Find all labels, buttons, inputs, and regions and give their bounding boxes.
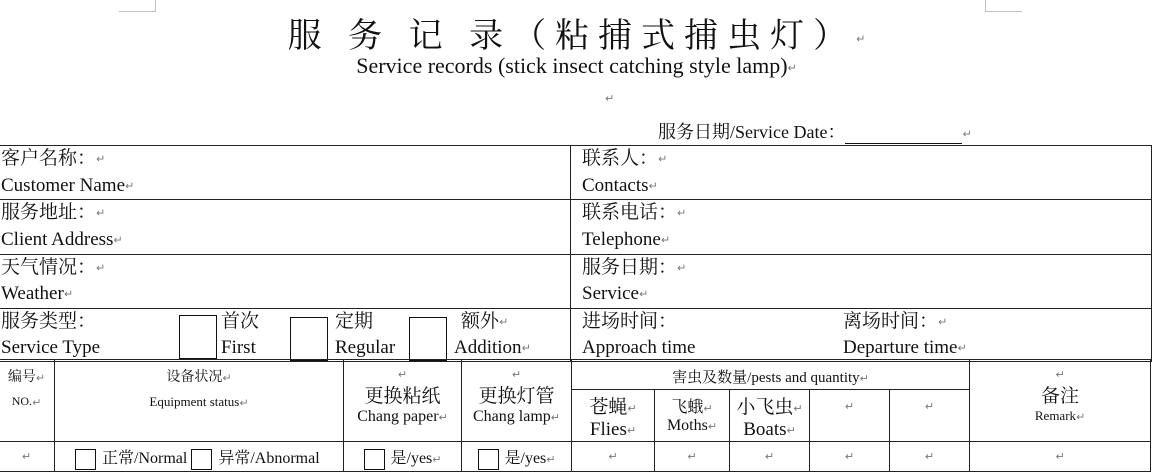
abnormal-checkbox[interactable]: [191, 449, 212, 470]
client-address-cell[interactable]: 服务地址：↵ Client Address↵: [0, 200, 571, 254]
telephone-cell[interactable]: 联系电话：↵ Telephone↵: [571, 200, 1152, 254]
cell-equipment-status: 正常/Normal 异常/Abnormal: [55, 442, 344, 472]
cell-blank-1[interactable]: ↵: [810, 442, 890, 472]
cell-change-lamp: 是/yes↵: [462, 442, 572, 472]
table-row: [0, 254, 1152, 308]
cell-blank-2[interactable]: ↵: [890, 442, 970, 472]
normal-checkbox[interactable]: [75, 449, 96, 470]
departure-label: 离场时间：: [843, 310, 939, 332]
header-change-paper: ↵ 更换粘纸 Chang paper↵: [344, 360, 462, 442]
header-boats: 小飞虫↵ Boats↵: [730, 390, 810, 442]
header-flies: 苍蝇↵ Flies↵: [572, 390, 655, 442]
cell-no[interactable]: ↵: [0, 442, 55, 472]
table-header-row: [0, 360, 1151, 390]
header-pests: 害虫及数量/pests and quantity↵: [572, 360, 970, 390]
header-equipment-status: 设备状况↵ Equipment status↵: [55, 360, 344, 442]
equipment-record-table: [0, 359, 1151, 472]
cell-remark[interactable]: ↵: [970, 442, 1151, 472]
table-row: [0, 200, 1152, 254]
service-date-label: 服务日期/Service Date：: [658, 122, 846, 142]
header-change-lamp: ↵ 更换灯管 Chang lamp↵: [462, 360, 572, 442]
header-moths: 飞蛾↵ Moths↵: [655, 390, 730, 442]
service-date-cell[interactable]: 服务日期：↵ Service↵: [571, 254, 1152, 308]
approach-label: 进场时间：: [582, 310, 678, 332]
regular-checkbox[interactable]: [290, 317, 328, 361]
customer-info-table: [0, 145, 1152, 362]
lamp-yes-checkbox[interactable]: [478, 449, 499, 470]
cell-change-paper: 是/yes↵: [344, 442, 462, 472]
service-type-cell: 服务类型： Service Type 首次 First 定期 Regular 额外↵ Addition↵: [0, 308, 571, 361]
table-row: [0, 442, 1151, 472]
header-blank-1: ↵: [810, 390, 890, 442]
addition-checkbox[interactable]: [409, 317, 447, 361]
customer-name-cell[interactable]: 客户名称：↵ Customer Name↵: [0, 146, 571, 200]
service-date-line: 服务日期/Service Date： ↵: [658, 122, 972, 142]
cell-moths[interactable]: ↵: [655, 442, 730, 472]
table-row: [0, 146, 1152, 200]
page-title-cn: 服 务 记 录（粘捕式捕虫灯）↵: [287, 18, 866, 55]
header-remark: ↵ 备注 Remark↵: [970, 360, 1151, 442]
paragraph-mark: ↵: [605, 92, 615, 105]
header-no: 编号↵ NO.↵: [0, 360, 55, 442]
time-cell: 进场时间： Approach time 离场时间：↵ Departure time↵: [571, 308, 1152, 361]
first-checkbox[interactable]: [179, 315, 217, 359]
cell-boats[interactable]: ↵: [730, 442, 810, 472]
header-blank-2: ↵: [890, 390, 970, 442]
paper-yes-checkbox[interactable]: [364, 449, 385, 470]
service-date-field[interactable]: [845, 127, 962, 144]
contacts-cell[interactable]: 联系人：↵ Contacts↵: [571, 146, 1152, 200]
page-title-en: Service records (stick insect catching style lamp)↵: [356, 53, 797, 78]
table-row: [0, 308, 1152, 361]
cell-flies[interactable]: ↵: [572, 442, 655, 472]
weather-cell[interactable]: 天气情况：↵ Weather↵: [0, 254, 571, 308]
